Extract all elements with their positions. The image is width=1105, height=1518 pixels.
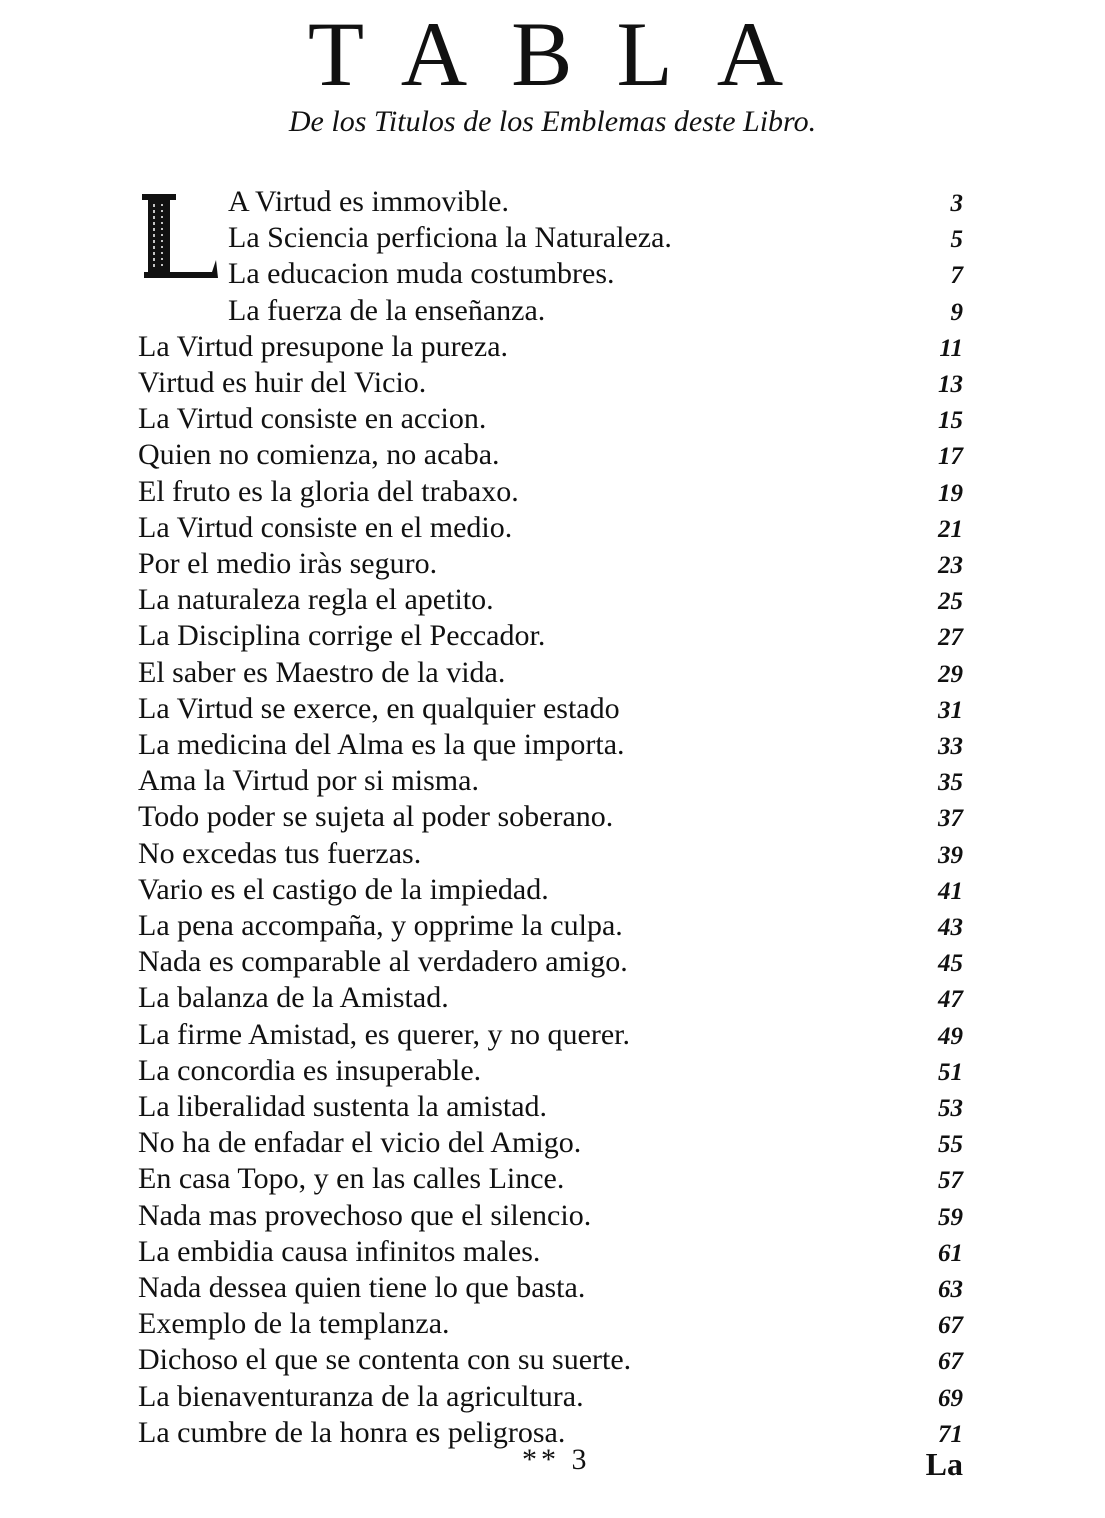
toc-entry-title: Exemplo de la templanza. — [138, 1307, 450, 1341]
toc-entry-page: 41 — [938, 877, 963, 905]
toc-entry-title: Nada es comparable al verdadero amigo. — [138, 945, 628, 979]
toc-entry — [0, 510, 1105, 546]
toc-entry-title: Por el medio iràs seguro. — [138, 547, 438, 580]
toc-entry-title: La Virtud consiste en el medio. — [138, 510, 513, 544]
toc-entry — [0, 1270, 1105, 1306]
toc-entry-page: 35 — [938, 769, 963, 797]
toc-entry — [0, 691, 1105, 727]
toc-entry-title: Todo poder se sujeta al poder soberano. — [138, 800, 614, 834]
toc-entry-title: A Virtud es immovible. — [228, 185, 509, 218]
toc-entry-title: La liberalidad sustenta la amistad. — [138, 1090, 548, 1123]
toc-entry-title: La concordia es insuperable. — [138, 1053, 482, 1087]
toc-entry — [0, 293, 1105, 329]
toc-entry-title: La Virtud consiste en accion. — [138, 402, 487, 436]
toc-entry — [0, 618, 1105, 654]
toc-entry-page: 43 — [938, 914, 963, 941]
toc-entry — [0, 1161, 1105, 1197]
toc-entry — [0, 1342, 1105, 1378]
toc-entry-title: La naturaleza regla el apetito. — [138, 583, 494, 617]
toc-entry-title: La pena accompaña, y opprime la culpa. — [138, 909, 623, 942]
toc-entry-page: 67 — [938, 1348, 963, 1376]
toc-entry-page: 5 — [950, 226, 963, 254]
toc-entry-page: 15 — [938, 407, 963, 435]
toc-entry-page: 31 — [938, 696, 963, 724]
toc-entry-title: Nada mas provechoso que el silencio. — [138, 1198, 592, 1232]
toc-entry-title: Vario es el castigo de la impiedad. — [138, 872, 549, 906]
toc-entry-page: 55 — [938, 1131, 963, 1159]
toc-entry — [0, 401, 1105, 437]
toc-entry — [0, 1306, 1105, 1342]
toc-entry — [0, 474, 1105, 510]
toc-entry-page: 57 — [938, 1167, 963, 1195]
toc-entry — [0, 365, 1105, 401]
toc-entry-title: La embidia causa infinitos males. — [138, 1234, 541, 1268]
toc-entry-page: 67 — [938, 1312, 963, 1340]
toc-entry — [0, 329, 1105, 365]
toc-entry-page: 21 — [938, 515, 963, 543]
toc-entry-title: En casa Topo, y en las calles Lince. — [138, 1162, 565, 1196]
toc-entry — [0, 1125, 1105, 1161]
toc-entry-title: No excedas tus fuerzas. — [138, 836, 422, 870]
toc-entry-page: 7 — [950, 262, 963, 290]
toc-entry — [0, 763, 1105, 799]
toc-entry — [0, 1017, 1105, 1053]
toc-entry-title: No ha de enfadar el vicio del Amigo. — [138, 1126, 582, 1160]
toc-entry-title: La medicina del Alma es la que importa. — [138, 728, 625, 761]
page-title: TABLA — [307, 3, 828, 105]
toc-entry-title: La Virtud se exerce, en qualquier estado — [138, 691, 620, 725]
toc-entry-page: 3 — [950, 190, 963, 217]
toc-entry-page: 71 — [938, 1420, 963, 1448]
toc-entry-page: 29 — [938, 660, 963, 688]
toc-entry-page: 25 — [938, 588, 963, 616]
signature-mark: ** 3 — [522, 1443, 591, 1476]
toc-entry-page: 13 — [938, 371, 963, 398]
toc-entry — [0, 872, 1105, 908]
toc-entry-page: 23 — [938, 552, 963, 579]
toc-entry-page: 27 — [938, 624, 963, 652]
toc-entry — [0, 1089, 1105, 1125]
toc-entry-title: La balanza de la Amistad. — [138, 981, 449, 1015]
toc-entry — [0, 582, 1105, 618]
toc-entry-title: La Disciplina corrige el Peccador. — [138, 619, 546, 653]
toc-entry-title: Quien no comienza, no acaba. — [138, 438, 500, 472]
toc-entry — [0, 944, 1105, 980]
toc-entry-title: La firme Amistad, es querer, y no querer. — [138, 1017, 630, 1051]
toc-entry — [0, 836, 1105, 872]
toc-entry-page: 37 — [938, 805, 963, 833]
toc-entry — [0, 980, 1105, 1016]
toc-entry-page: 17 — [938, 443, 963, 471]
toc-entry-title: Virtud es huir del Vicio. — [138, 366, 427, 399]
toc-entry-page: 63 — [938, 1276, 963, 1303]
toc-entry — [0, 220, 1105, 256]
toc-entry-title: La Virtud presupone la pureza. — [138, 329, 509, 363]
toc-entry-page: 33 — [938, 733, 963, 760]
toc-entry-title: Dichoso el que se contenta con su suerte. — [138, 1343, 632, 1377]
toc-entry-page: 59 — [938, 1203, 963, 1231]
toc-entry-page: 49 — [938, 1022, 963, 1050]
toc-entry-page: 39 — [938, 841, 963, 869]
toc-entry-title: El fruto es la gloria del trabaxo. — [138, 474, 519, 508]
toc-entry-page: 45 — [938, 950, 963, 978]
toc-entry-title: La educacion muda costumbres. — [228, 257, 615, 291]
toc-entry-page: 69 — [938, 1384, 963, 1412]
toc-entry-title: La fuerza de la enseñanza. — [228, 293, 546, 327]
toc-entry-page: 51 — [938, 1058, 963, 1086]
toc-entry-title: La Sciencia perficiona la Naturaleza. — [228, 221, 672, 255]
page-subtitle: De los Titulos de los Emblemas deste Libro. — [288, 105, 817, 138]
toc-entry-page: 19 — [938, 479, 963, 507]
toc-entry — [0, 1234, 1105, 1270]
toc-entry-page: 11 — [939, 334, 963, 362]
toc-entry-title: La bienaventuranza de la agricultura. — [138, 1379, 584, 1413]
toc-entry — [0, 1379, 1105, 1415]
toc-entry-title: Nada dessea quien tiene lo que basta. — [138, 1271, 586, 1304]
toc-entry-title: La cumbre de la honra es peligrosa. — [138, 1415, 566, 1449]
toc-entry — [0, 799, 1105, 835]
toc-entry-page: 9 — [950, 298, 963, 326]
toc-entry-page: 47 — [938, 986, 963, 1014]
toc-entry — [0, 437, 1105, 473]
toc-entry-title: Ama la Virtud por si misma. — [138, 764, 479, 798]
toc-entry — [0, 546, 1105, 582]
toc-entry-title: El saber es Maestro de la vida. — [138, 655, 506, 689]
toc-entry-page: 53 — [938, 1095, 963, 1122]
toc-entry-page: 61 — [938, 1239, 963, 1267]
toc-entry — [0, 727, 1105, 763]
toc-entry — [0, 655, 1105, 691]
toc-entry — [0, 184, 1105, 220]
toc-entry — [0, 256, 1105, 292]
toc-entry — [0, 908, 1105, 944]
catchword: La — [925, 1446, 963, 1482]
toc-entry — [0, 1198, 1105, 1234]
toc-entry — [0, 1053, 1105, 1089]
